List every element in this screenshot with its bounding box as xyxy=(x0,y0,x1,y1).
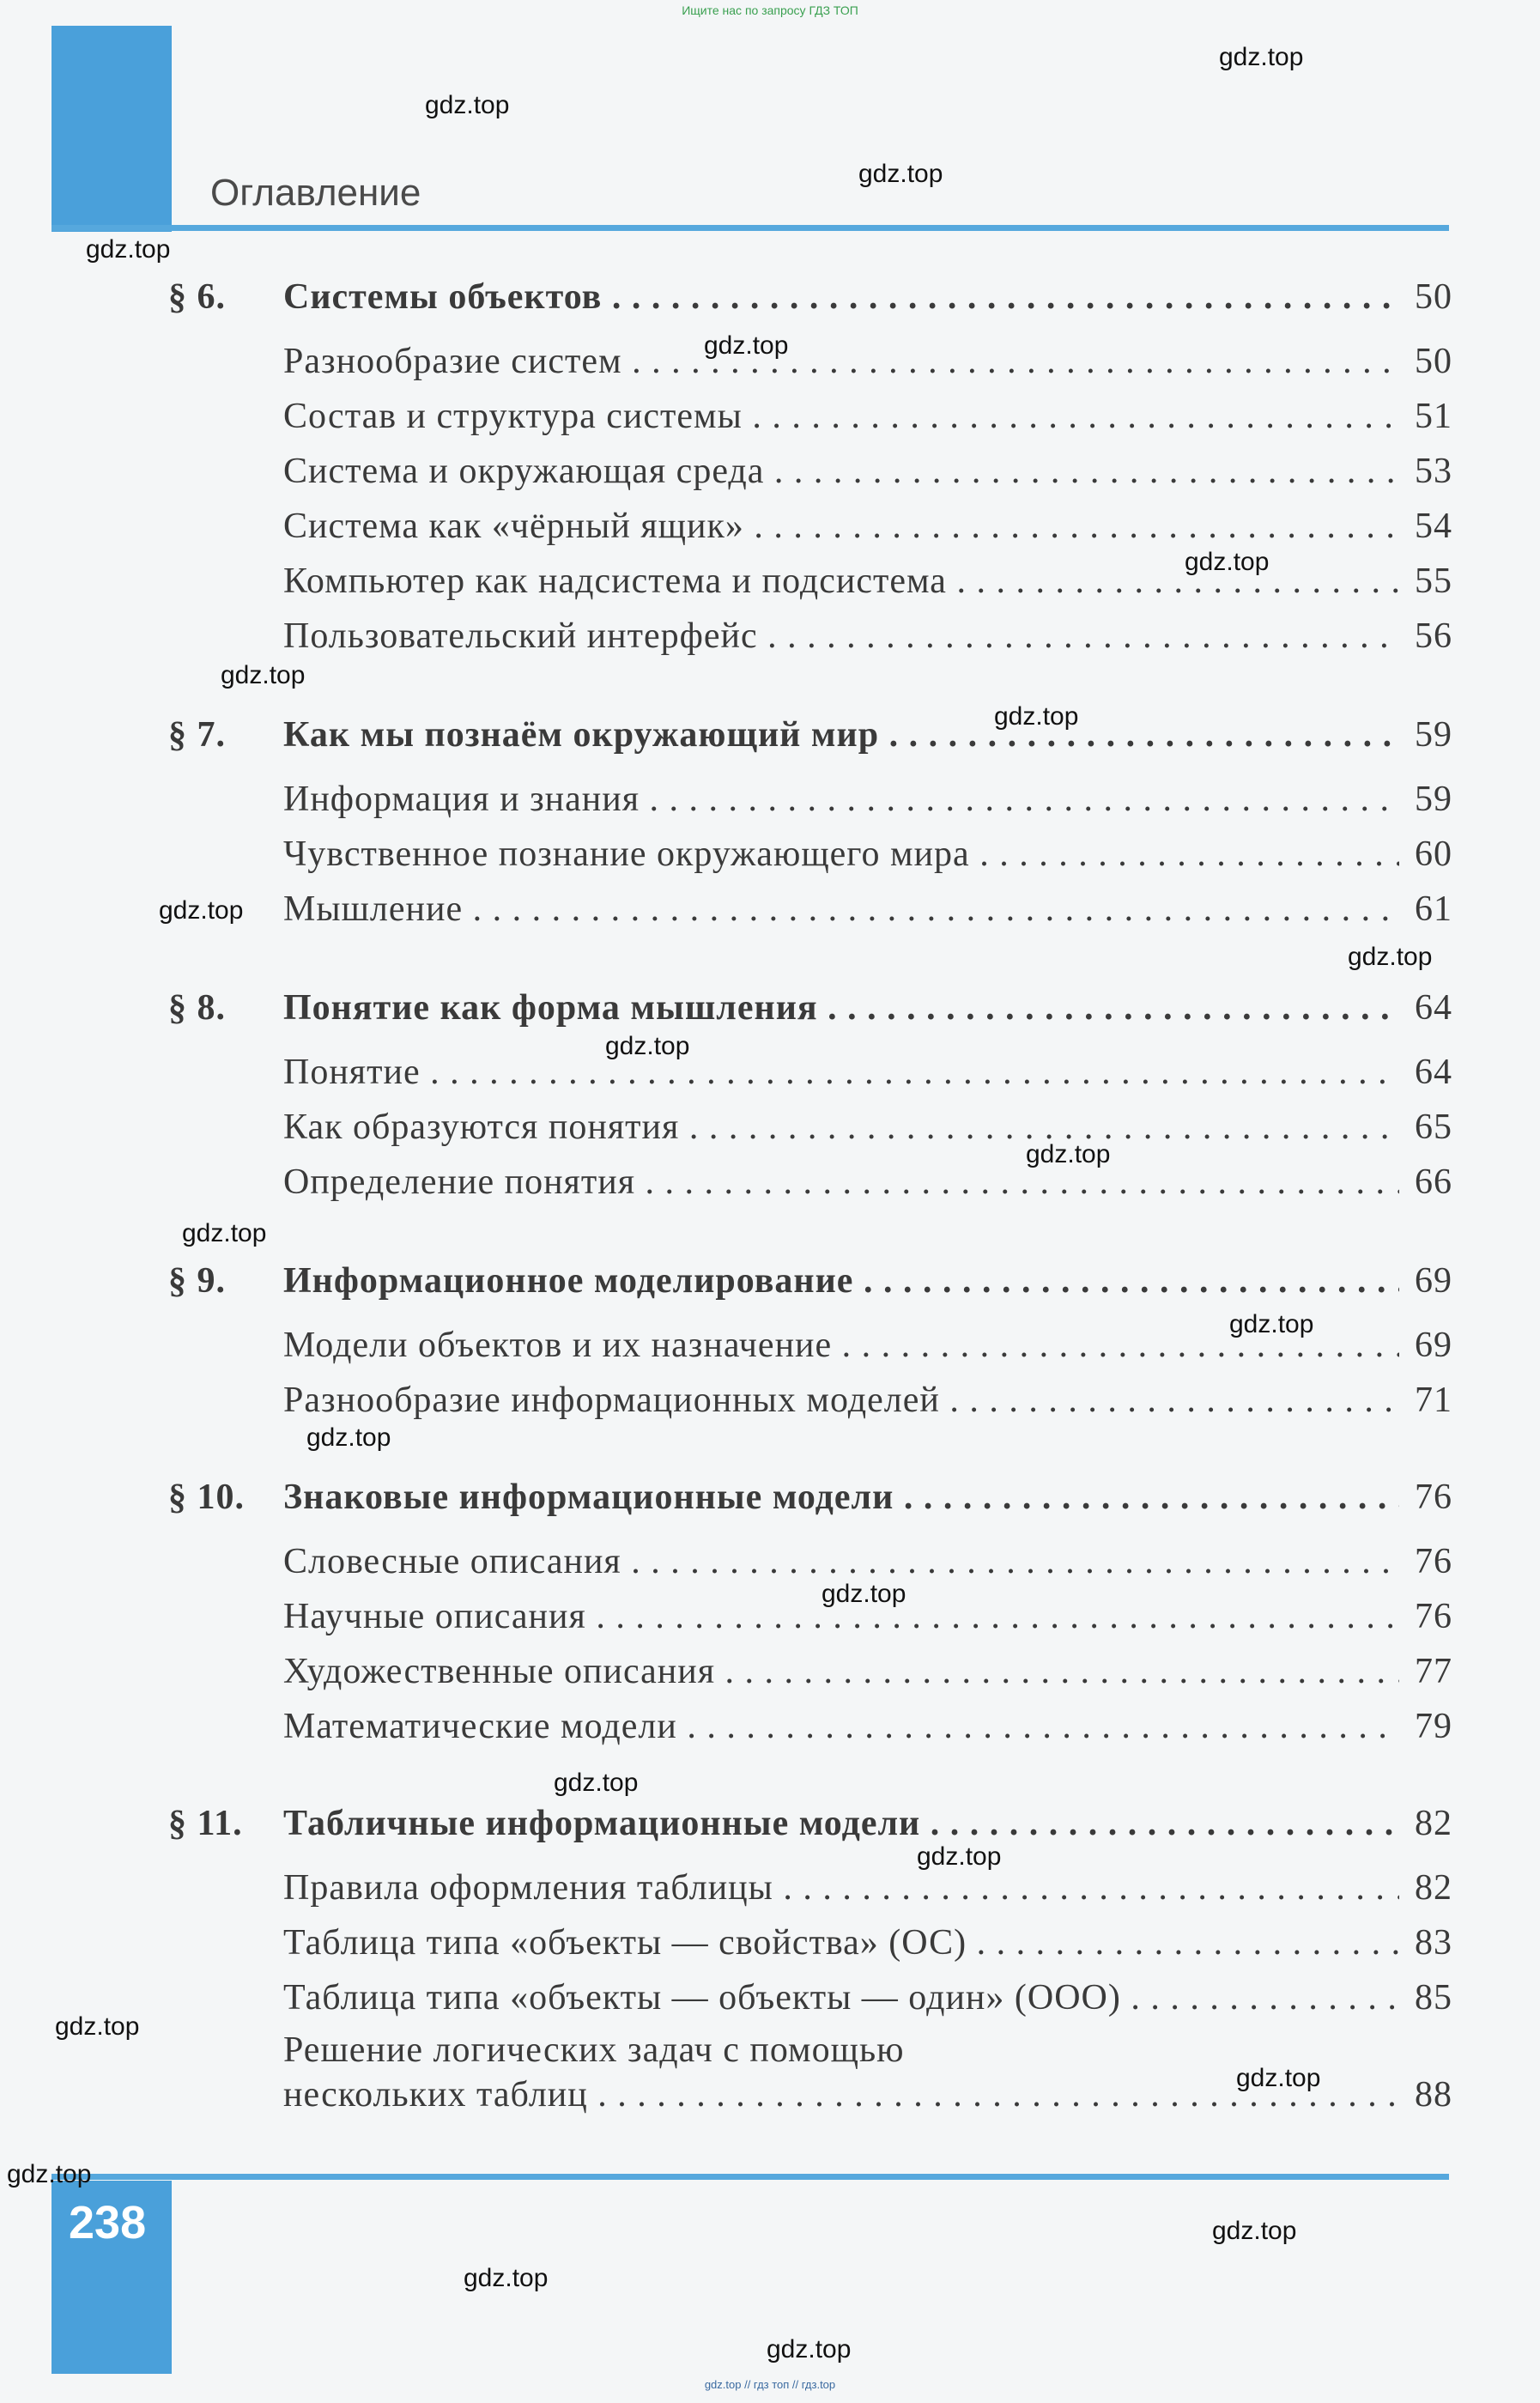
toc-entry xyxy=(0,1052,1540,1100)
toc-entry xyxy=(0,1651,1540,1699)
watermark-text: gdz.top xyxy=(704,331,789,360)
toc-entry xyxy=(0,1867,1540,1915)
toc-section-heading xyxy=(0,987,1540,1035)
toc-section-number: § 7. xyxy=(168,715,226,755)
toc-entry-title: Состав и структура системы . . . xyxy=(283,396,1446,437)
toc-entry xyxy=(0,834,1540,882)
toc-entry xyxy=(0,1541,1540,1589)
toc-page-number: 69 xyxy=(1399,1260,1452,1302)
toc-page-number: 76 xyxy=(1399,1596,1452,1637)
toc-entry-title: Система как «чёрный ящик» . . . xyxy=(283,506,1446,547)
toc-entry-title: Понятие . . . xyxy=(283,1052,1446,1093)
toc-page-number: 54 xyxy=(1399,506,1452,547)
bottom-rule xyxy=(52,2174,1449,2180)
toc-entry xyxy=(0,616,1540,664)
toc-page-number: 76 xyxy=(1399,1477,1452,1518)
watermark-text: gdz.top xyxy=(55,2012,140,2041)
watermark-text: gdz.top xyxy=(858,160,943,188)
toc-entry-title: Система и окружающая среда . . . xyxy=(283,451,1446,492)
toc-section-number: § 9. xyxy=(168,1261,226,1301)
toc-page-number: 64 xyxy=(1399,1052,1452,1093)
watermark-text: gdz.top xyxy=(917,1842,1002,1871)
watermark-text: gdz.top xyxy=(425,91,510,119)
toc-entry xyxy=(0,1596,1540,1644)
watermark-text: gdz.top xyxy=(159,896,244,925)
watermark-text: gdz.top xyxy=(1229,1310,1314,1338)
watermark-text: gdz.top xyxy=(994,702,1079,731)
toc-page-number: 79 xyxy=(1399,1706,1452,1747)
toc-entry xyxy=(0,1162,1540,1210)
toc-entry-title: Знаковые информационные модели . . . xyxy=(283,1477,1446,1518)
toc-entry xyxy=(0,1977,1540,2025)
toc-entry-title: Словесные описания . . . xyxy=(283,1541,1446,1582)
toc-page-number: 50 xyxy=(1399,276,1452,318)
toc-entry-title-continued: нескольких таблиц . . . xyxy=(283,2074,1446,2115)
toc-section-heading xyxy=(0,1803,1540,1851)
toc-page-number: 51 xyxy=(1399,396,1452,437)
toc-section-heading xyxy=(0,714,1540,762)
top-print-text: Ищите нас по запросу ГДЗ ТОП xyxy=(682,3,858,17)
toc-entry xyxy=(0,1706,1540,1754)
toc-entry-title: Модели объектов и их назначение . . . xyxy=(283,1325,1446,1366)
toc-entry-title: Пользовательский интерфейс . . . xyxy=(283,616,1446,657)
toc-page-number: 82 xyxy=(1399,1867,1452,1908)
top-rule xyxy=(52,225,1449,231)
toc-entry-title: Как мы познаём окружающий мир . . . xyxy=(283,714,1446,755)
toc-entry-title: Информационное моделирование . . . xyxy=(283,1260,1446,1302)
watermark-text: gdz.top xyxy=(1219,43,1304,71)
watermark-text: gdz.top xyxy=(767,2335,852,2364)
toc-section-heading xyxy=(0,1477,1540,1525)
toc-page-number: 53 xyxy=(1399,451,1452,492)
toc-entry xyxy=(0,1380,1540,1428)
toc-entry-title: Определение понятия . . . xyxy=(283,1162,1446,1203)
toc-entry-title: Понятие как форма мышления . . . xyxy=(283,987,1446,1029)
watermark-text: gdz.top xyxy=(1236,2064,1321,2092)
toc-page-number: 56 xyxy=(1399,616,1452,657)
toc-entry-title: Чувственное познание окружающего мира . . . xyxy=(283,834,1446,875)
watermark-text: gdz.top xyxy=(464,2264,549,2292)
toc-section-number: § 11. xyxy=(168,1804,243,1843)
toc-page-number: 69 xyxy=(1399,1325,1452,1366)
toc-page-number: 77 xyxy=(1399,1651,1452,1692)
page-title: Оглавление xyxy=(210,172,421,214)
watermark-text: gdz.top xyxy=(86,235,171,264)
toc-page-number: 76 xyxy=(1399,1541,1452,1582)
toc-entry-title: Разнообразие систем . . . xyxy=(283,341,1446,382)
toc-entry xyxy=(0,396,1540,444)
toc-page-number: 55 xyxy=(1399,561,1452,602)
toc-entry-title: Табличные информационные модели . . . xyxy=(283,1803,1446,1844)
toc-entry-title: Мышление . . . xyxy=(283,889,1446,930)
watermark-text: gdz.top xyxy=(1212,2217,1297,2245)
toc-section-number: § 6. xyxy=(168,277,226,317)
toc-page-number: 66 xyxy=(1399,1162,1452,1203)
toc-entry-title: Разнообразие информационных моделей . . . xyxy=(283,1380,1446,1421)
toc-entry-title: Таблица типа «объекты — объекты — один» (ООО) . . . xyxy=(283,1977,1446,2018)
toc-entry-title: Системы объектов . . . xyxy=(283,276,1446,318)
bottom-print-text: gdz.top // гдз топ // гдз.top xyxy=(704,2378,836,2391)
toc-section-heading xyxy=(0,276,1540,325)
toc-entry-title: Правила оформления таблицы . . . xyxy=(283,1867,1446,1908)
toc-page-number: 88 xyxy=(1399,2074,1452,2115)
toc-entry-title: Решение логических задач с помощью xyxy=(283,2030,905,2070)
toc-entry-title: Математические модели . . . xyxy=(283,1706,1446,1747)
toc-page-number: 59 xyxy=(1399,779,1452,820)
toc-page-number: 60 xyxy=(1399,834,1452,875)
watermark-text: gdz.top xyxy=(182,1219,267,1247)
toc-page-number: 82 xyxy=(1399,1803,1452,1844)
watermark-text: gdz.top xyxy=(822,1580,906,1608)
watermark-text: gdz.top xyxy=(7,2160,92,2188)
toc-section-heading xyxy=(0,1260,1540,1308)
toc-page-number: 83 xyxy=(1399,1922,1452,1963)
toc-page-number: 64 xyxy=(1399,987,1452,1029)
page-number: 238 xyxy=(69,2197,147,2248)
toc-page-number: 59 xyxy=(1399,714,1452,755)
toc-page-number: 50 xyxy=(1399,341,1452,382)
watermark-text: gdz.top xyxy=(221,661,306,689)
toc-entry-title: Научные описания . . . xyxy=(283,1596,1446,1637)
toc-page-number: 71 xyxy=(1399,1380,1452,1421)
toc-entry-title: Информация и знания . . . xyxy=(283,779,1446,820)
toc-entry xyxy=(0,506,1540,554)
top-color-bar xyxy=(52,26,172,232)
toc-page-number: 61 xyxy=(1399,889,1452,930)
watermark-text: gdz.top xyxy=(1348,943,1433,971)
toc-entry-title: Как образуются понятия . . . xyxy=(283,1107,1446,1148)
watermark-text: gdz.top xyxy=(306,1423,391,1452)
toc-section-number: § 10. xyxy=(168,1478,245,1517)
toc-page-number: 65 xyxy=(1399,1107,1452,1148)
toc-entry xyxy=(0,451,1540,499)
toc-page-number: 85 xyxy=(1399,1977,1452,2018)
toc-entry xyxy=(0,779,1540,827)
toc-entry xyxy=(0,1107,1540,1155)
toc-entry-title: Таблица типа «объекты — свойства» (ОС) . . . xyxy=(283,1922,1446,1963)
watermark-text: gdz.top xyxy=(554,1769,639,1797)
toc-entry xyxy=(0,1922,1540,1970)
toc-entry-title: Художественные описания . . . xyxy=(283,1651,1446,1692)
toc-entry-title: Компьютер как надсистема и подсистема . . . xyxy=(283,561,1446,602)
watermark-text: gdz.top xyxy=(1185,548,1270,576)
watermark-text: gdz.top xyxy=(1026,1140,1111,1168)
watermark-text: gdz.top xyxy=(605,1032,690,1060)
toc-section-number: § 8. xyxy=(168,988,226,1028)
toc-entry xyxy=(0,561,1540,609)
